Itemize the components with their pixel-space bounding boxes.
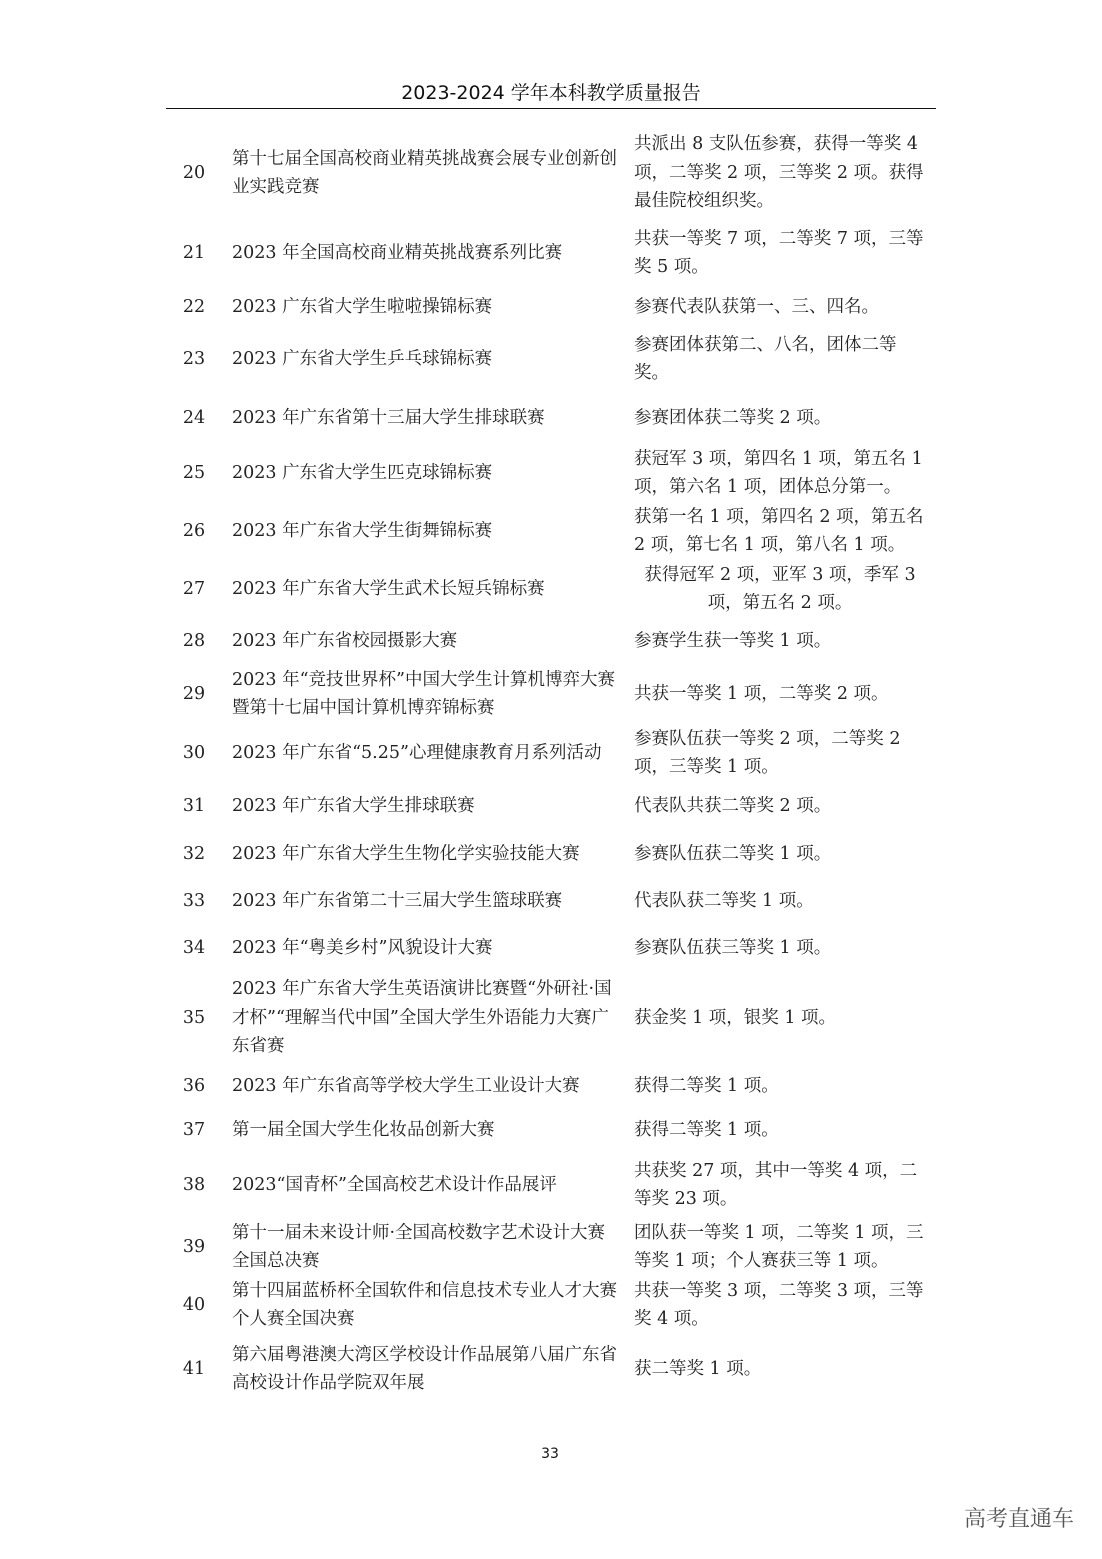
competition-name: 2023 年广东省高等学校大学生工业设计大赛 — [232, 1075, 580, 1096]
row-number: 38 — [182, 1174, 206, 1195]
page-header-title: 2023-2024 学年本科教学质量报告 — [401, 82, 701, 104]
award-result: 获二等奖 1 项。 — [634, 1358, 762, 1379]
table-row — [166, 664, 936, 724]
row-number: 22 — [182, 296, 206, 317]
competition-name: 2023 年全国高校商业精英挑战赛系列比赛 — [232, 242, 563, 263]
row-number: 20 — [182, 162, 206, 183]
awards-table — [166, 128, 936, 1404]
row-number: 25 — [182, 462, 206, 483]
award-result: 获第一名 1 项，第四名 2 项，第五名 2 项，第七名 1 项，第八名 1 项。 — [634, 506, 924, 555]
table-row — [166, 560, 936, 618]
award-result: 获金奖 1 项，银奖 1 项。 — [634, 1007, 837, 1028]
table-row — [166, 924, 936, 972]
award-result: 参赛学生获一等奖 1 项。 — [634, 630, 832, 651]
table-row — [166, 218, 936, 288]
table-row — [166, 1108, 936, 1152]
row-number: 36 — [182, 1075, 206, 1096]
watermark-text: 高考直通车 — [963, 1507, 1074, 1532]
competition-name: 第一届全国大学生化妆品创新大赛 — [232, 1119, 495, 1140]
competition-name: 第六届粤港澳大湾区学校设计作品展第八届广东省高校设计作品学院双年展 — [232, 1344, 617, 1393]
row-number: 27 — [182, 578, 206, 599]
competition-name: 2023 年广东省第二十三届大学生篮球联赛 — [232, 890, 563, 911]
table-row — [166, 392, 936, 444]
award-result: 共派出 8 支队伍参赛，获得一等奖 4 项，二等奖 2 项，三等奖 2 项。获得最佳院校组织奖。 — [634, 134, 924, 212]
award-result: 团队获一等奖 1 项，二等奖 1 项，三等奖 1 项；个人赛获三等 1 项。 — [634, 1222, 924, 1271]
competition-name: 2023 年“粤美乡村”风貌设计大赛 — [232, 937, 493, 958]
award-result: 参赛队伍获一等奖 2 项，二等奖 2 项，三等奖 1 项。 — [634, 728, 901, 777]
row-number: 26 — [182, 520, 206, 541]
table-row — [166, 830, 936, 878]
table-row — [166, 128, 936, 218]
row-number: 31 — [182, 795, 206, 816]
competition-name: 第十七届全国高校商业精英挑战赛会展专业创新创业实践竞赛 — [232, 148, 617, 197]
table-row — [166, 878, 936, 924]
row-number: 33 — [182, 890, 206, 911]
award-result: 共获奖 27 项，其中一等奖 4 项，二等奖 23 项。 — [634, 1160, 918, 1209]
award-result: 获得二等奖 1 项。 — [634, 1119, 779, 1140]
table-row — [166, 972, 936, 1064]
award-result: 获冠军 3 项，第四名 1 项，第五名 1 项，第六名 1 项，团体总分第一。 — [634, 448, 923, 497]
table-row — [166, 502, 936, 560]
award-result: 参赛队伍获二等奖 1 项。 — [634, 843, 832, 864]
competition-name: 2023 广东省大学生匹克球锦标赛 — [232, 462, 493, 483]
table-row — [166, 288, 936, 326]
row-number: 37 — [182, 1119, 206, 1140]
competition-name: 第十四届蓝桥杯全国软件和信息技术专业人才大赛个人赛全国决赛 — [232, 1280, 617, 1329]
competition-name: 2023 年广东省校园摄影大赛 — [232, 630, 458, 651]
table-row — [166, 1334, 936, 1404]
award-result: 代表队获二等奖 1 项。 — [634, 890, 814, 911]
table-row — [166, 618, 936, 664]
competition-name: 2023 广东省大学生乒乓球锦标赛 — [232, 348, 493, 369]
award-result: 获得二等奖 1 项。 — [634, 1075, 779, 1096]
table-row — [166, 1064, 936, 1108]
table-row — [166, 1276, 936, 1334]
award-result: 参赛团体获第二、八名，团体二等奖。 — [634, 334, 897, 383]
table-row — [166, 724, 936, 782]
table-row — [166, 782, 936, 830]
row-number: 28 — [182, 630, 206, 651]
competition-name: 2023 年广东省大学生街舞锦标赛 — [232, 520, 493, 541]
award-result: 共获一等奖 3 项，二等奖 3 项，三等奖 4 项。 — [634, 1280, 924, 1329]
award-result: 获得冠军 2 项，亚军 3 项，季军 3 项，第五名 2 项。 — [644, 564, 916, 613]
competition-name: 2023 年广东省大学生武术长短兵锦标赛 — [232, 578, 545, 599]
award-result: 共获一等奖 1 项，二等奖 2 项。 — [634, 683, 889, 704]
table-row — [166, 1152, 936, 1218]
table-row — [166, 444, 936, 502]
row-number: 23 — [182, 348, 206, 369]
award-result: 参赛代表队获第一、三、四名。 — [634, 296, 879, 317]
competition-name: 2023 年广东省“5.25”心理健康教育月系列活动 — [232, 742, 602, 763]
row-number: 21 — [182, 242, 206, 263]
competition-name: 2023 年广东省大学生英语演讲比赛暨“外研社·国才杯”“理解当代中国”全国大学生外语能力大赛广东省赛 — [232, 979, 612, 1057]
competition-name: 第十一届未来设计师·全国高校数字艺术设计大赛全国总决赛 — [232, 1222, 606, 1271]
award-result: 代表队共获二等奖 2 项。 — [634, 795, 832, 816]
row-number: 41 — [182, 1358, 206, 1379]
row-number: 24 — [182, 407, 206, 428]
row-number: 29 — [182, 683, 206, 704]
row-number: 40 — [182, 1294, 206, 1315]
competition-name: 2023 广东省大学生啦啦操锦标赛 — [232, 296, 493, 317]
header-rule — [166, 108, 936, 109]
competition-name: 2023 年“竞技世界杯”中国大学生计算机博弈大赛暨第十七届中国计算机博弈锦标赛 — [232, 669, 615, 718]
row-number: 30 — [182, 742, 206, 763]
competition-name: 2023 年广东省大学生排球联赛 — [232, 795, 475, 816]
table-row — [166, 1218, 936, 1276]
row-number: 34 — [182, 937, 206, 958]
row-number: 35 — [182, 1007, 206, 1028]
award-result: 参赛队伍获三等奖 1 项。 — [634, 937, 832, 958]
page-number: 33 — [541, 1446, 559, 1462]
award-result: 共获一等奖 7 项，二等奖 7 项，三等奖 5 项。 — [634, 228, 924, 277]
table-row — [166, 326, 936, 392]
competition-name: 2023 年广东省大学生生物化学实验技能大赛 — [232, 843, 580, 864]
competition-name: 2023 年广东省第十三届大学生排球联赛 — [232, 407, 545, 428]
row-number: 39 — [182, 1236, 206, 1257]
award-result: 参赛团体获二等奖 2 项。 — [634, 407, 832, 428]
row-number: 32 — [182, 843, 206, 864]
competition-name: 2023“国青杯”全国高校艺术设计作品展评 — [232, 1174, 557, 1195]
